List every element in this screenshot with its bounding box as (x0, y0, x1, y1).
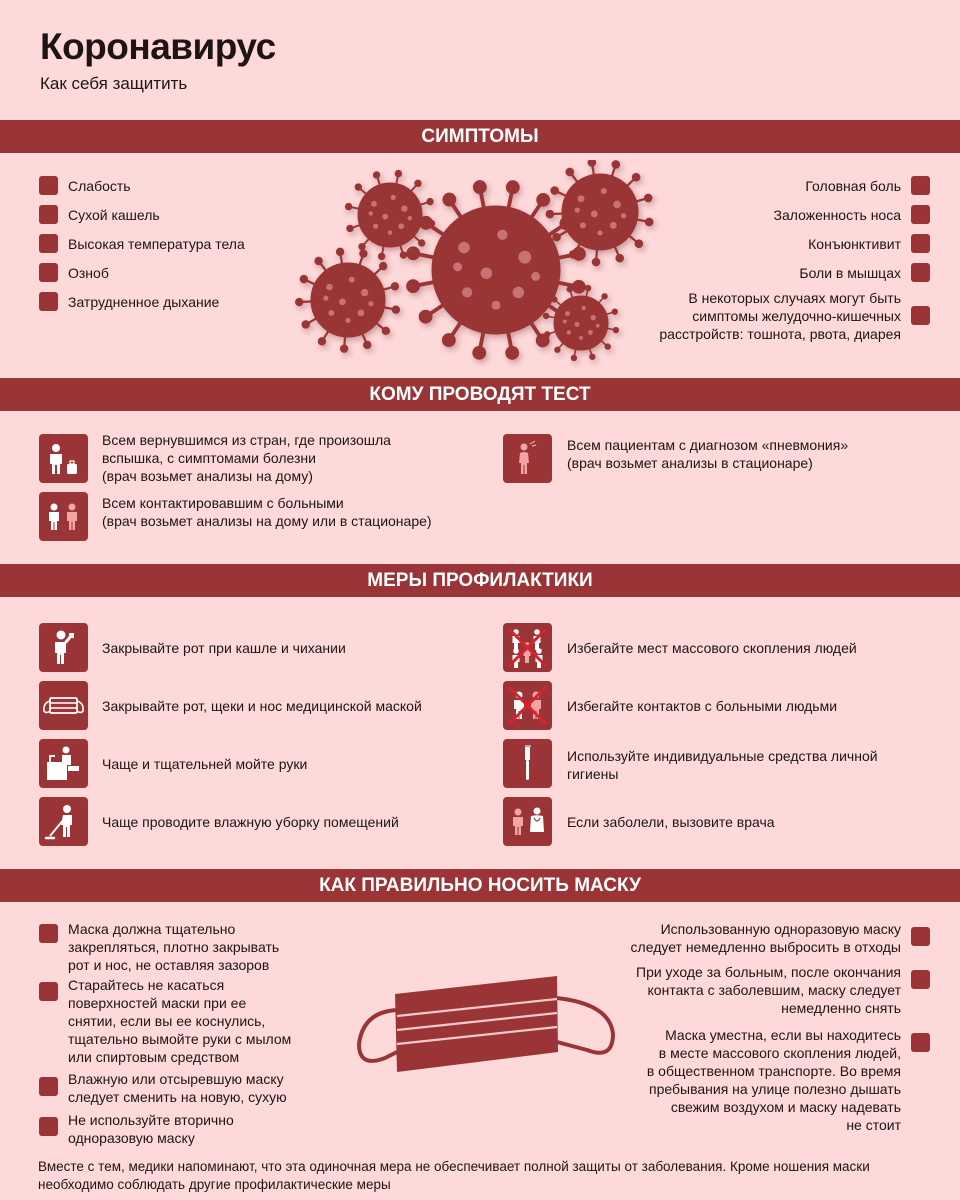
text-line: В некоторых случаях могут быть (688, 290, 901, 306)
text-line: Избегайте мест массового скопления людей (567, 640, 857, 656)
mask-rule (68, 1111, 234, 1147)
bullet-marker (39, 982, 58, 1001)
bullet-marker (39, 292, 58, 311)
text-line: не стоит (846, 1117, 901, 1133)
text-line: симптомы желудочно-кишечных (692, 308, 901, 324)
symptoms-banner: СИМПТОМЫ (0, 120, 960, 153)
text-line: или спиртовым средством (68, 1049, 240, 1065)
text-line: Старайтесь не касаться (68, 977, 225, 993)
bullet-marker (911, 234, 930, 253)
prevention-item (567, 697, 837, 715)
prevention-item: Закрывайте рот, щеки и нос медицинской маской (102, 698, 422, 714)
mask-rule (68, 1070, 287, 1106)
text-line: При уходе за больным, после окончания (636, 964, 901, 980)
prevention-item (567, 747, 878, 783)
symptom-item: Слабость (68, 178, 131, 194)
avoid-sick-contact-icon (503, 681, 552, 730)
text-line: Маска должна тщательно (68, 921, 236, 937)
text-line: расстройств: тошнота, рвота, диарея (659, 326, 901, 342)
text-line: (врач возьмет анализы на дому или в стационаре) (102, 513, 432, 529)
text-line: следует немедленно выбросить в отходы (630, 939, 901, 955)
symptom-item: Головная боль (805, 178, 901, 194)
pneumonia-patient-icon (503, 434, 552, 483)
text-line: свежим воздухом и маску надевать (670, 1099, 901, 1115)
page-subtitle: Как себя защитить (40, 74, 188, 93)
bullet-marker (39, 263, 58, 282)
symptom-item: Озноб (68, 265, 109, 281)
testing-item (102, 431, 391, 485)
text-line: Всем пациентам с диагнозом «пневмония» (567, 437, 849, 453)
cough-cover-icon (39, 623, 88, 672)
bullet-marker (911, 306, 930, 325)
bullet-marker (39, 1117, 58, 1136)
face-mask-illustration (355, 972, 617, 1082)
footer-note: Вместе с тем, медики напоминают, что эта одиночная мера не обеспечивает полной защиты от заболевания. Кроме ношения маски необходимо соблюдать другие профилактические меры (38, 1159, 870, 1192)
text-line: тщательно вымойте руки с мылом (68, 1031, 292, 1047)
text-line: Не используйте вторично (68, 1112, 234, 1128)
text-line: Влажную или отсыревшую маску (68, 1071, 284, 1087)
text-line: контакта с заболевшим, маску следует (647, 982, 901, 998)
text-line: Маска уместна, если вы находитесь (665, 1027, 901, 1043)
traveler-with-luggage-icon (39, 434, 88, 483)
text-line: снятии, если вы ее коснулись, (68, 1013, 266, 1029)
bullet-marker (39, 205, 58, 224)
bullet-marker (39, 1077, 58, 1096)
bullet-marker (39, 924, 58, 943)
symptom-item: Конъюнктивит (808, 236, 901, 252)
medical-mask-icon (39, 681, 88, 730)
symptom-item: Затрудненное дыхание (68, 294, 220, 310)
bullet-marker (39, 176, 58, 195)
prevention-item: Чаще и тщательней мойте руки (102, 756, 308, 772)
prevention-item (567, 639, 857, 657)
bullet-marker (911, 927, 930, 946)
text-line: одноразовую маску (68, 1130, 195, 1146)
symptom-item-extra (659, 289, 901, 343)
text-line: вспышка, с симптомами болезни (102, 450, 316, 466)
mask-rule (647, 1026, 901, 1134)
mask-rule (636, 963, 901, 1017)
prevention-banner: МЕРЫ ПРОФИЛАКТИКИ (0, 564, 960, 597)
hand-washing-icon (39, 739, 88, 788)
avoid-crowds-icon (503, 623, 552, 672)
bullet-marker (911, 1033, 930, 1052)
symptom-item: Боли в мышцах (799, 265, 901, 281)
testing-item (102, 494, 432, 530)
bullet-marker (911, 263, 930, 282)
text-line: рот и нос, не оставляя зазоров (68, 957, 270, 973)
page-title: Коронавирус (40, 26, 276, 67)
text-line: Всем вернувшимся из стран, где произошла (102, 432, 391, 448)
symptom-item: Высокая температура тела (68, 236, 245, 252)
mask-rule (68, 920, 279, 974)
text-line: Используйте индивидуальные средства личной (567, 748, 878, 764)
text-line: (врач возьмет анализы на дому) (102, 468, 313, 484)
text-line: (врач возьмет анализы в стационаре) (567, 455, 813, 471)
text-line: в общественном транспорте. Во время (646, 1063, 901, 1079)
bullet-marker (911, 205, 930, 224)
text-line: гигиены (567, 766, 619, 782)
text-line: Всем контактировавшим с больными (102, 495, 344, 511)
call-doctor-icon (503, 797, 552, 846)
toothbrush-icon (503, 739, 552, 788)
contacts-icon (39, 492, 88, 541)
text-line: следует сменить на новую, сухую (68, 1089, 287, 1105)
prevention-item: Чаще проводите влажную уборку помещений (102, 814, 399, 830)
bullet-marker (911, 176, 930, 195)
wet-cleaning-icon (39, 797, 88, 846)
text-line: поверхностей маски при ее (68, 995, 247, 1011)
mask-rule (68, 976, 291, 1066)
prevention-item: Закрывайте рот при кашле и чихании (102, 640, 346, 656)
symptom-item: Заложенность носа (773, 207, 901, 223)
mask-rule (631, 920, 901, 956)
text-line: немедленно снять (781, 1000, 901, 1016)
symptom-item: Сухой кашель (68, 207, 160, 223)
virus-cluster-illustration (290, 160, 680, 370)
testing-item (567, 436, 848, 472)
mask-banner: КАК ПРАВИЛЬНО НОСИТЬ МАСКУ (0, 869, 960, 902)
text-line: закрепляться, плотно закрывать (68, 939, 280, 955)
text-line: Если заболели, вызовите врача (567, 814, 775, 830)
bullet-marker (39, 234, 58, 253)
text-line: пребывания на улице полезно дышать (649, 1081, 901, 1097)
bullet-marker (911, 970, 930, 989)
text-line: Избегайте контактов с больными людьми (567, 698, 838, 714)
text-line: Использованную одноразовую маску (660, 921, 901, 937)
text-line: в месте массового скопления людей, (658, 1045, 901, 1061)
prevention-item (567, 813, 775, 831)
testing-banner: КОМУ ПРОВОДЯТ ТЕСТ (0, 378, 960, 411)
